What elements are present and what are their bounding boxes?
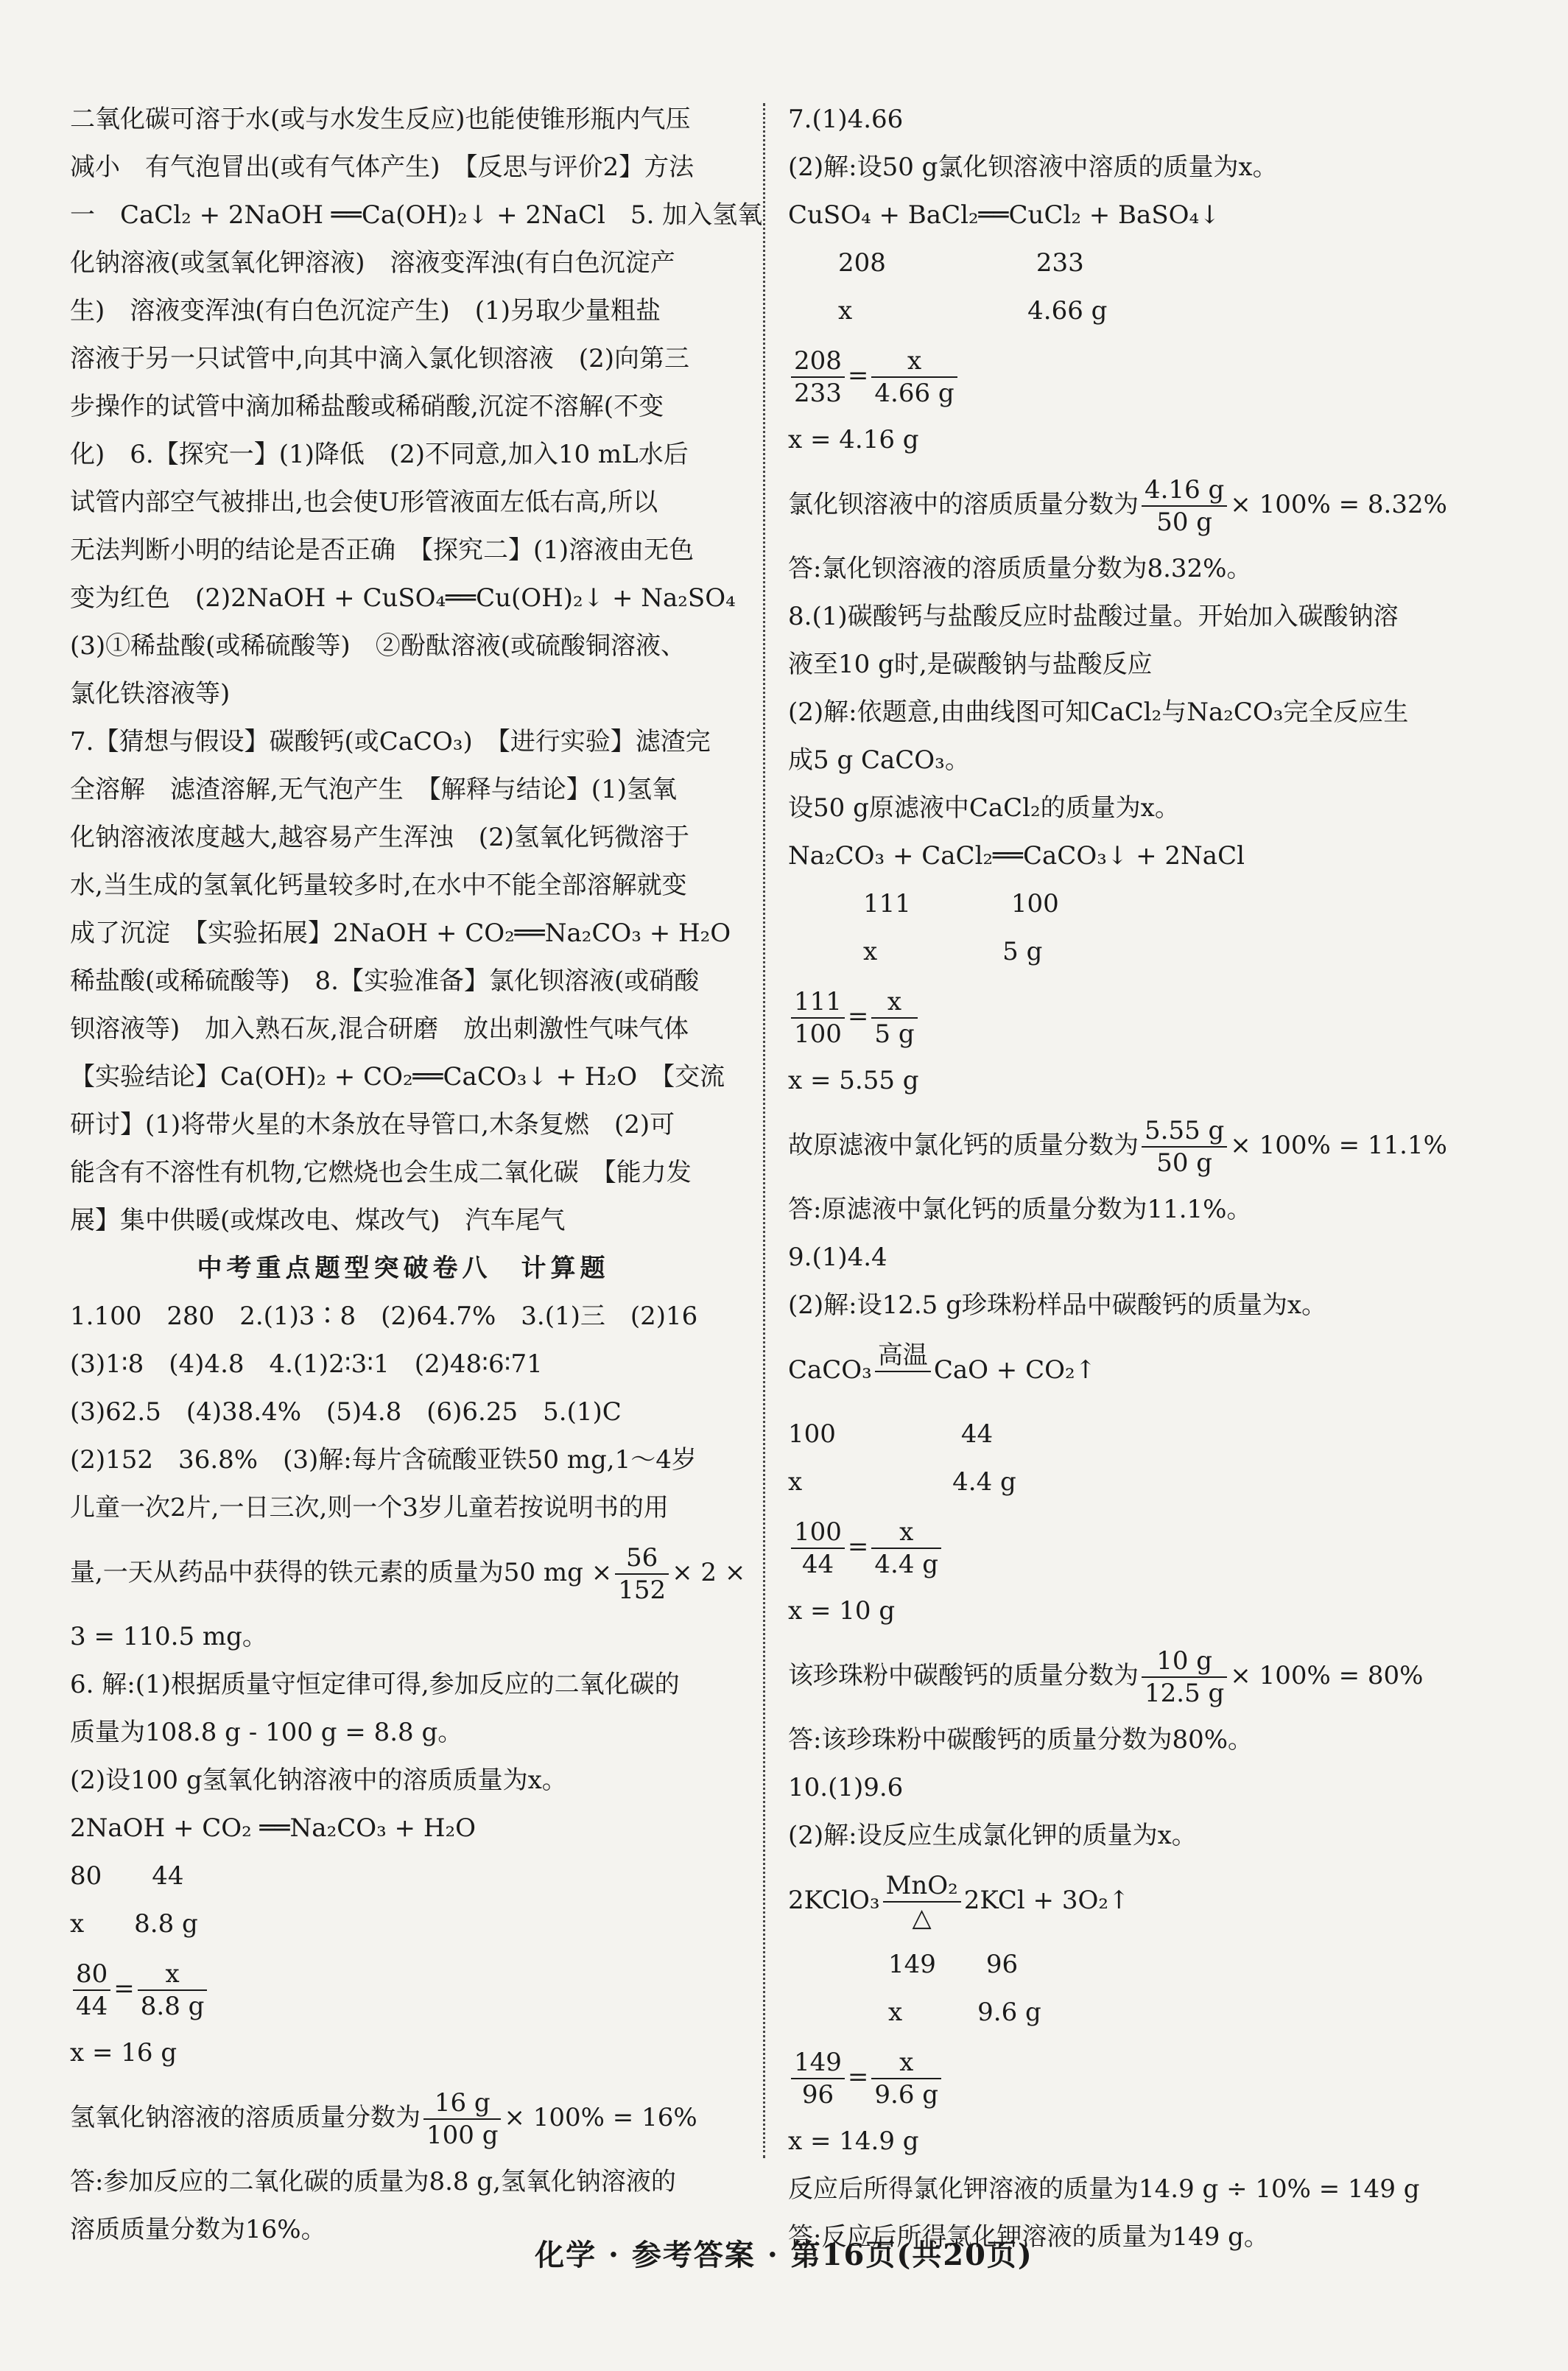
text-line: 化钠溶液(或氢氧化钾溶液) 溶液变浑浊(有白色沉淀产	[70, 248, 675, 278]
q9-percentage: 该珍珠粉中碳酸钙的质量分数为 $\frac{10 g}{12.5 g}$ × 100% = 80%	[788, 1646, 1424, 1708]
q10-line: 反应后所得氯化钾溶液的质量为14.9 g ÷ 10% = 149 g	[788, 2174, 1420, 2204]
text-line: 水,当生成的氢氧化钙量较多时,在水中不能全部溶解就变	[70, 871, 687, 900]
q6-line: 质量为108.8 g - 100 g = 8.8 g。	[70, 1718, 463, 1747]
q8-weights: x 5 g	[788, 937, 1043, 966]
text-line: 氯化铁溶液等)	[70, 679, 231, 709]
q8-line: (2)解:依题意,由曲线图可知CaCl₂与Na₂CO₃完全反应生	[788, 698, 1409, 727]
q10-answer: 答:反应后所得氯化钾溶液的质量为149 g。	[788, 2222, 1269, 2252]
fraction: $\frac{10 g}{12.5 g}$	[1142, 1645, 1227, 1709]
text-line: 二氧化碳可溶于水(或与水发生反应)也能使锥形瓶内气压	[70, 105, 691, 134]
q6-line: (2)设100 g氢氧化钠溶液中的溶质质量为x。	[70, 1766, 567, 1795]
fraction: $\frac{x}{9.6 g}$	[871, 2047, 941, 2110]
q6-weights: 80 44	[70, 1861, 184, 1891]
q7-weights: 208 233	[788, 248, 1084, 278]
q8-proportion: $\frac{111}{100}$ = $\frac{x}{5 g}$	[788, 983, 1506, 1050]
fraction: $\frac{16 g}{100 g}$	[423, 2087, 501, 2151]
q7-result: x = 4.16 g	[788, 425, 919, 454]
q6-proportion: $\frac{80}{44}$ = $\frac{x}{8.8 g}$	[70, 1956, 736, 2022]
text-line: 一 CaCl₂ + 2NaOH ══Ca(OH)₂↓ + 2NaCl 5. 加入氢氧	[70, 200, 763, 230]
q9-line: 9.(1)4.4	[788, 1243, 887, 1272]
q6-answer: 溶质质量分数为16%。	[70, 2215, 326, 2244]
text-line: 步操作的试管中滴加稀盐酸或稀硝酸,沉淀不溶解(不变	[70, 392, 664, 421]
q8-weights: 111 100	[788, 889, 1059, 918]
q7-weights: x 4.66 g	[788, 296, 1108, 326]
q7-proportion: $\frac{208}{233}$ = $\frac{x}{4.66 g}$	[788, 343, 1506, 409]
q6-answer: 答:参加反应的二氧化碳的质量为8.8 g,氢氧化钠溶液的	[70, 2167, 676, 2196]
q8-line: 成5 g CaCO₃。	[788, 745, 970, 775]
reaction-condition: 高温	[875, 1340, 931, 1403]
fraction: $\frac{111}{100}$	[791, 986, 845, 1050]
fraction: $\frac{x}{4.4 g}$	[871, 1517, 941, 1580]
q6-percentage: 氢氧化钠溶液的溶质质量分数为 $\frac{16 g}{100 g}$ × 100% = 16%	[70, 2088, 697, 2150]
text-line: 无法判断小明的结论是否正确 【探究二】(1)溶液由无色	[70, 535, 695, 565]
q8-percentage: 故原滤液中氯化钙的质量分数为 $\frac{5.55 g}{50 g}$ × 100% = 11.1%	[788, 1116, 1447, 1178]
q8-line: 8.(1)碳酸钙与盐酸反应时盐酸过量。开始加入碳酸钠溶	[788, 602, 1399, 631]
text-line: 减小 有气泡冒出(或有气体产生) 【反思与评价2】方法	[70, 152, 695, 182]
q8-equation: Na₂CO₃ + CaCl₂══CaCO₃↓ + 2NaCl	[788, 841, 1245, 871]
q6-equation: 2NaOH + CO₂ ══Na₂CO₃ + H₂O	[70, 1813, 476, 1843]
fraction: $\frac{x}{8.8 g}$	[138, 1959, 208, 2022]
q10-equation: 2KClO₃ $\frac{\text{MnO₂}}{\triangle}$ 2KCl + 3O₂↑	[788, 1871, 1130, 1933]
fraction: $\frac{5.55 g}{50 g}$	[1142, 1115, 1227, 1179]
q8-answer: 答:原滤液中氯化钙的质量分数为11.1%。	[788, 1195, 1252, 1224]
fraction: $\frac{100}{44}$	[791, 1517, 845, 1580]
q10-weights: x 9.6 g	[788, 1998, 1041, 2027]
q10-proportion: $\frac{149}{96}$ = $\frac{x}{9.6 g}$	[788, 2044, 1506, 2110]
text-line: 试管内部空气被排出,也会使U形管液面左低右高,所以	[70, 488, 658, 517]
q9-line: (2)解:设12.5 g珍珠粉样品中碳酸钙的质量为x。	[788, 1290, 1327, 1320]
text-line: 化钠溶液浓度越大,越容易产生浑浊 (2)氢氧化钙微溶于	[70, 823, 689, 852]
iron-calc-line: 量,一天从药品中获得的铁元素的质量为50 mg × $\frac{56}{152}$ × 2 ×	[70, 1543, 746, 1605]
q10-line: (2)解:设反应生成氯化钾的质量为x。	[788, 1821, 1197, 1850]
fraction: $\frac{208}{233}$	[791, 345, 845, 409]
text-line: 研讨】(1)将带火星的木条放在导管口,木条复燃 (2)可	[70, 1110, 675, 1139]
text-line: 稀盐酸(或稀硫酸等) 8.【实验准备】氯化钡溶液(或硝酸	[70, 966, 700, 996]
fraction: $\frac{x}{4.66 g}$	[871, 345, 957, 409]
text-line: 全溶解 滤渣溶解,无气泡产生 【解释与结论】(1)氢氧	[70, 775, 677, 804]
q9-weights: x 4.4 g	[788, 1467, 1016, 1497]
q7-line: (2)解:设50 g氯化钡溶液中溶质的质量为x。	[788, 152, 1278, 182]
text-line: (3)①稀盐酸(或稀硫酸等) ②酚酞溶液(或硫酸铜溶液、	[70, 631, 686, 661]
fraction: $\frac{x}{5 g}$	[871, 986, 917, 1050]
text-line: 【实验结论】Ca(OH)₂ + CO₂══CaCO₃↓ + H₂O 【交流	[70, 1062, 725, 1092]
q10-line: 10.(1)9.6	[788, 1773, 904, 1802]
text-line: (2)152 36.8% (3)解:每片含硫酸亚铁50 mg,1～4岁	[70, 1445, 697, 1475]
q7-equation: CuSO₄ + BaCl₂══CuCl₂ + BaSO₄↓	[788, 200, 1220, 230]
text-line: 7.【猜想与假设】碳酸钙(或CaCO₃) 【进行实验】滤渣完	[70, 727, 711, 756]
q9-result: x = 10 g	[788, 1596, 896, 1626]
page-footer: 化学 · 参考答案 · 第16页(共20页)	[535, 2238, 1033, 2272]
column-divider	[763, 103, 765, 2158]
text-line: 展】集中供暖(或煤改电、煤改气) 汽车尾气	[70, 1206, 566, 1235]
q9-weights: 100 44	[788, 1419, 994, 1449]
q7-percentage: 氯化钡溶液中的溶质质量分数为 $\frac{4.16 g}{50 g}$ × 100% = 8.32%	[788, 475, 1447, 537]
q9-proportion: $\frac{100}{44}$ = $\frac{x}{4.4 g}$	[788, 1514, 1506, 1580]
q8-result: x = 5.55 g	[788, 1066, 919, 1095]
fraction: $\frac{80}{44}$	[73, 1959, 110, 2022]
fraction: $\frac{149}{96}$	[791, 2047, 845, 2110]
fraction: $\frac{56}{152}$	[615, 1542, 669, 1606]
q8-line: 设50 g原滤液中CaCl₂的质量为x。	[788, 793, 1180, 823]
text-line: 儿童一次2片,一日三次,则一个3岁儿童若按说明书的用	[70, 1493, 669, 1522]
q9-equation: CaCO₃ 高温 CaO + CO₂↑	[788, 1337, 1506, 1403]
q9-answer: 答:该珍珠粉中碳酸钙的质量分数为80%。	[788, 1725, 1254, 1754]
left-column	[70, 96, 763, 2254]
text-line: 1.100 280 2.(1)3∶8 (2)64.7% 3.(1)三 (2)16	[70, 1302, 698, 1331]
section-title: 中考重点题型突破卷八 计算题	[197, 1254, 610, 1283]
intro-paragraph	[70, 96, 763, 1245]
q6-line: 6. 解:(1)根据质量守恒定律可得,参加反应的二氧化碳的	[70, 1670, 680, 1699]
q10-result: x = 14.9 g	[788, 2126, 919, 2156]
right-column	[788, 96, 1506, 2261]
q7-answer: 答:氯化钡溶液的溶质质量分数为8.32%。	[788, 554, 1252, 583]
q6-result: x = 16 g	[70, 2038, 177, 2068]
q7-line: 7.(1)4.66	[788, 105, 904, 134]
answers-block	[70, 1293, 736, 1532]
text-line: 溶液于另一只试管中,向其中滴入氯化钡溶液 (2)向第三	[70, 344, 689, 373]
reaction-condition: $\frac{\text{MnO₂}}{\triangle}$	[883, 1870, 961, 1933]
q10-weights: 149 96	[788, 1950, 1019, 1979]
q8-line: 液至10 g时,是碳酸钠与盐酸反应	[788, 650, 1153, 679]
text-line: 成了沉淀 【实验拓展】2NaOH + CO₂══Na₂CO₃ + H₂O	[70, 918, 731, 948]
iron-result: 3 = 110.5 mg。	[70, 1622, 267, 1651]
text-line: 变为红色 (2)2NaOH + CuSO₄══Cu(OH)₂↓ + Na₂SO₄	[70, 583, 736, 613]
q6-weights: x 8.8 g	[70, 1909, 198, 1939]
text-line: (3)62.5 (4)38.4% (5)4.8 (6)6.25 5.(1)C	[70, 1397, 622, 1427]
text-line: (3)1∶8 (4)4.8 4.(1)2∶3∶1 (2)48∶6∶71	[70, 1349, 543, 1379]
text-line: 钡溶液等) 加入熟石灰,混合研磨 放出刺激性气味气体	[70, 1014, 689, 1044]
text-line: 生) 溶液变浑浊(有白色沉淀产生) (1)另取少量粗盐	[70, 296, 661, 326]
fraction: $\frac{4.16 g}{50 g}$	[1142, 474, 1227, 538]
text-line: 能含有不溶性有机物,它燃烧也会生成二氧化碳 【能力发	[70, 1158, 692, 1187]
text-line: 化) 6.【探究一】(1)降低 (2)不同意,加入10 mL水后	[70, 440, 689, 469]
